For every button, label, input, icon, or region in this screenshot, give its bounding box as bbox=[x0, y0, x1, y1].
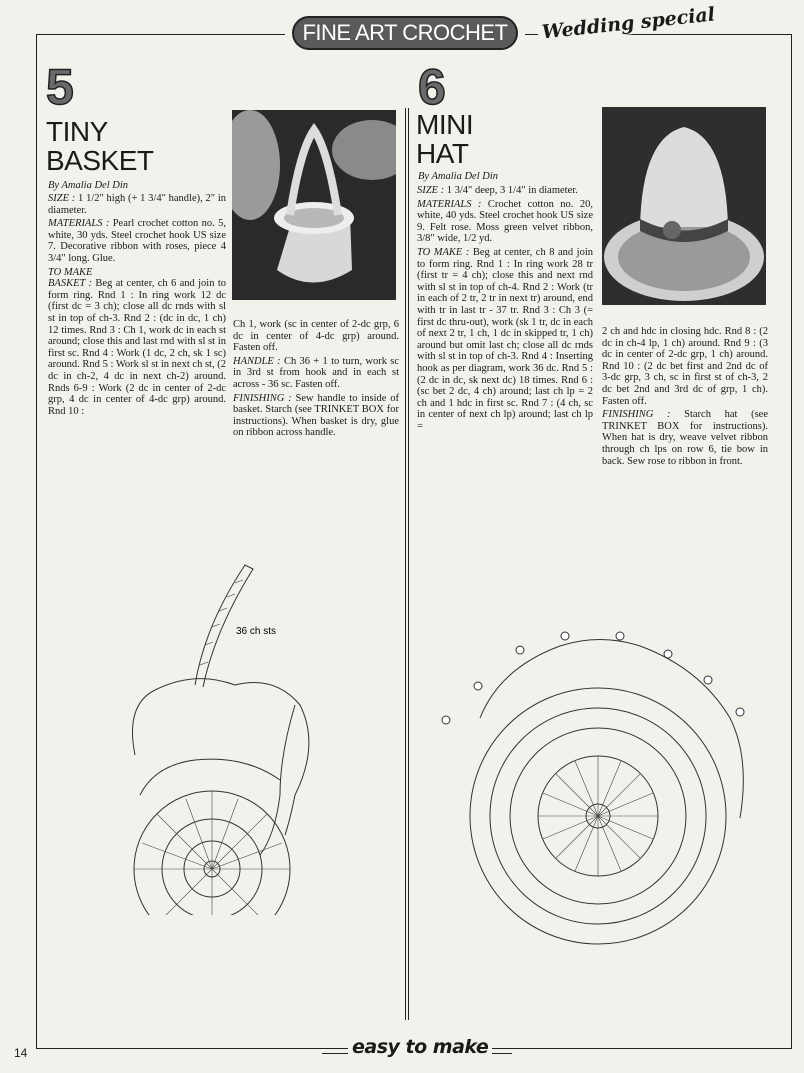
basket-instructions-2: Ch 1, work (sc in center of 2-dc grp, 6 dc in center of 4-dc grp) around. Fasten off. bbox=[233, 319, 399, 354]
hat-title-line2: HAT bbox=[416, 138, 469, 169]
hat-finishing-label: FINISHING : bbox=[602, 409, 671, 421]
handle-label: HANDLE : bbox=[233, 355, 281, 367]
hat-title bbox=[416, 110, 473, 168]
hat-size-label: SIZE : bbox=[417, 185, 445, 196]
hat-size: 1 3/4" deep, 3 1/4" in diameter. bbox=[446, 185, 578, 196]
page-number: 14 bbox=[14, 1046, 28, 1060]
hat-materials: Crochet cotton no. 20, white, 40 yds. Steel crochet hook US size 9. Felt rose. Moss green velvet ribbon, 3/8" wide, 1/2 yd. bbox=[417, 198, 594, 245]
basket-photo bbox=[232, 110, 396, 300]
handle-diagram-label: 36 ch sts bbox=[236, 626, 277, 637]
basket-instructions-1: Beg at center, ch 6 and join to form ring. Rnd 1 : In ring work 12 dc (first dc = 3 ch); close all dc rnds with sl st in top of ch-3. Rnd 2 : (dc in dc, 1 ch) 12 times. Rnd 3 : Ch 1, work dc in each st around; close this and last rnd with sl st in first sc. Rnd 4 : Work (1 dc, 2 ch, sk 1 sc) around. Rnd 5 : Work sl st in next ch st, (2 dc in ch-2, 4 dc in next ch-2) around. Rnds 6-9 : Work (2 dc in center of 2-dc grp, 4 dc in center of 4-dc grp) around. Rnd 10 : bbox=[48, 278, 226, 417]
basket-materials: Pearl crochet cotton no. 5, white, 30 yds. Steel crochet hook US size 7. Decorative ribbon with roses, piece 4 3/4" long. Glue. bbox=[48, 218, 226, 264]
hat-instructions-2: 2 ch and hdc in closing hdc. Rnd 8 : (2 dc in ch-4 lp, 1 ch) around. Rnd 9 : (3 dc in center of 2-dc grp, 1 ch) around. Rnd 10 : (2 dc bet first and 2nd dc of 3-dc grp, 3 ch, sc in first st of ch-3, 2 dc bet 2nd and 3rd dc of grp, 1 ch). Fasten off. bbox=[602, 326, 768, 407]
hat-photo bbox=[602, 107, 766, 305]
materials-label: MATERIALS : bbox=[48, 218, 110, 230]
hat-title-line1: MINI bbox=[416, 109, 474, 140]
hat-crochet-diagram bbox=[440, 628, 752, 950]
hat-column-1 bbox=[417, 185, 593, 434]
to-make-label: TO MAKE bbox=[48, 266, 93, 278]
basket-size: 1 1/2" high (+ 1 3/4" handle), 2" in diameter. bbox=[48, 193, 227, 216]
hat-column-2 bbox=[602, 326, 768, 469]
basket-author: By Amalia Del Din bbox=[48, 180, 129, 191]
basket-finishing: Sew handle to inside of basket. Starch (see TRINKET BOX for instructions). When basket is dry, glue on ribbon across handle. bbox=[233, 392, 399, 439]
magazine-banner: FINE ART CROCHET bbox=[292, 16, 518, 50]
pattern-number-6: 6 bbox=[418, 59, 446, 115]
wedding-special-tag: Wedding special bbox=[537, 3, 720, 44]
finishing-label: FINISHING : bbox=[233, 392, 292, 404]
size-label: SIZE : bbox=[48, 193, 76, 204]
hat-materials-label: MATERIALS : bbox=[417, 198, 482, 210]
basket-column-2 bbox=[233, 319, 399, 441]
basket-title-line1: TINY bbox=[46, 116, 108, 147]
pattern-number-5: 5 bbox=[46, 59, 74, 115]
basket-title bbox=[46, 117, 153, 175]
basket-crochet-diagram bbox=[95, 555, 340, 915]
column-divider bbox=[405, 108, 409, 1020]
easy-to-make-logo: easy to make bbox=[348, 1036, 492, 1058]
hat-finishing: Starch hat (see TRINKET BOX for instructions). When hat is dry, weave velvet ribbon through ch lps on row 6, tie bow in back. Sew rose to ribbon in front. bbox=[602, 409, 769, 467]
basket-section-label: BASKET : bbox=[48, 278, 92, 290]
basket-column-1 bbox=[48, 193, 226, 419]
basket-title-line2: BASKET bbox=[46, 145, 154, 176]
hat-instructions-1: Beg at center, ch 8 and join to form ring. Rnd 1 : In ring work 28 tr (first tr = 4 ch); close this and next rnd with sl st in top of ch-4. Rnd 2 : Work (tr in each of 2 tr, 2 tr in next tr) around, end with tr in last tr - 37 tr. Rnd 3 : Ch 3 (= first dc thru-out), work (sk 1 tr, dc in each of next 2 tr, 1 ch, 1 dc in skipped tr, 1 ch) around but omit last ch; close all dc rnds with sl st in top of ch-3. Rnd 4 : Inserting hook as per diagram, work 36 dc. Rnd 5 : (2 dc in dc, sk next dc) 18 times. Rnd 6 : (sc bet 2 dc, 4 ch) around; last ch lp = 2 ch and 1 hdc in first sc. Rnd 7 : (4 ch, sc in center of next ch lp) around; last ch lp = bbox=[417, 246, 594, 432]
handle-instructions: Ch 36 + 1 to turn, work sc in 3rd st from hook and in each st across - 36 sc. Fasten off. bbox=[233, 355, 400, 390]
hat-to-make-label: TO MAKE : bbox=[417, 246, 470, 258]
hat-author: By Amalia Del Din bbox=[418, 171, 499, 182]
